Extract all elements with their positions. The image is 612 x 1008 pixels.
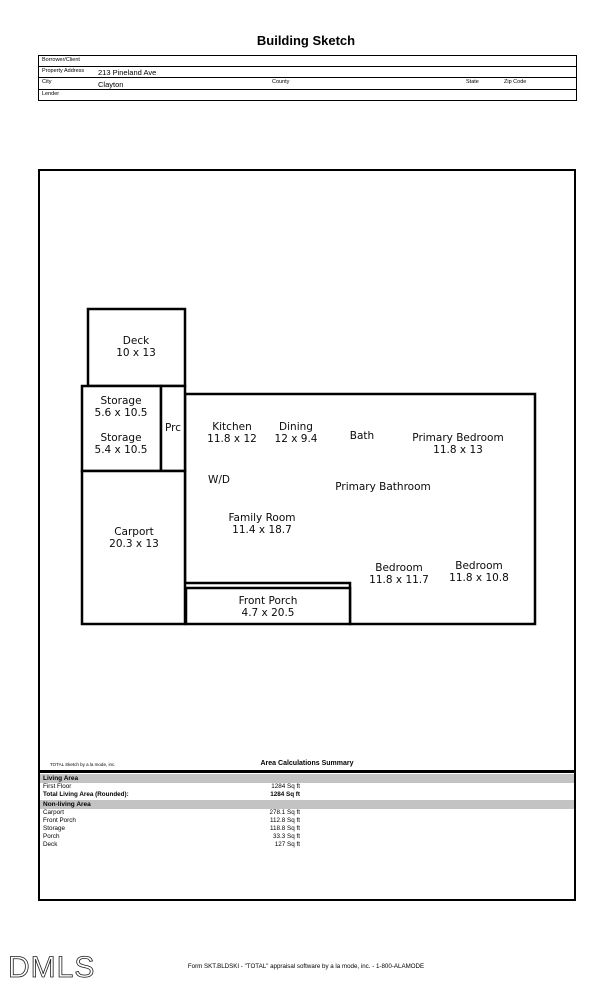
storage-area-value: 118.8 Sq ft bbox=[270, 825, 300, 832]
deck-dims: 10 x 13 bbox=[116, 347, 156, 359]
storage-lower-label bbox=[95, 432, 148, 456]
bedroom-left-label bbox=[369, 562, 429, 586]
storage-upper-name: Storage bbox=[100, 395, 142, 407]
carport-area-value: 278.1 Sq ft bbox=[269, 809, 300, 816]
deck-name: Deck bbox=[122, 335, 150, 347]
front-porch-name: Front Porch bbox=[238, 595, 298, 607]
lender-row bbox=[39, 90, 576, 100]
primary-bathroom-name: Primary Bathroom bbox=[335, 481, 431, 493]
area-calculations-summary bbox=[40, 758, 574, 849]
bedroom-right-dims: 11.8 x 10.8 bbox=[449, 572, 509, 584]
washer-dryer-name: W/D bbox=[207, 474, 231, 486]
carport-area-label: Carport bbox=[43, 809, 64, 816]
storage-upper-dims: 5.6 x 10.5 bbox=[94, 407, 148, 419]
city-label: City bbox=[42, 79, 52, 85]
primary-bedroom-dims: 11.8 x 13 bbox=[433, 444, 483, 456]
property-address-value: 213 Pineland Ave bbox=[98, 68, 157, 77]
storage-lower-dims: 5.4 x 10.5 bbox=[94, 444, 148, 456]
family-room-dims: 11.4 x 18.7 bbox=[232, 524, 292, 536]
front-porch-label bbox=[239, 595, 298, 619]
front-porch-dims: 4.7 x 20.5 bbox=[241, 607, 295, 619]
city-value: Clayton bbox=[98, 80, 124, 89]
porch-area-value: 33.3 Sq ft bbox=[273, 833, 300, 840]
total-living-label: Total Living Area (Rounded): bbox=[43, 791, 129, 798]
carport-name: Carport bbox=[114, 526, 154, 538]
kitchen-dims: 11.8 x 12 bbox=[207, 433, 257, 445]
dmls-logo-text: DMLS bbox=[8, 951, 96, 984]
dining-name: Dining bbox=[279, 421, 313, 433]
carport-label bbox=[109, 526, 159, 550]
kitchen-name: Kitchen bbox=[212, 421, 252, 433]
prc-label bbox=[165, 422, 181, 434]
summary-header bbox=[40, 758, 574, 770]
total-sketch-branding: TOTAL Sketch by a la mode, inc. bbox=[50, 762, 116, 767]
first-floor-value: 1284 Sq ft bbox=[271, 783, 300, 790]
carport-dims: 20.3 x 13 bbox=[109, 538, 159, 550]
deck-area-label: Deck bbox=[43, 841, 58, 848]
property-address-row bbox=[39, 67, 576, 78]
summary-title: Area Calculations Summary bbox=[260, 760, 354, 767]
deck-label bbox=[116, 335, 156, 359]
bath-label bbox=[350, 430, 374, 442]
property-address-label: Property Address bbox=[42, 68, 85, 74]
total-living-value: 1284 Sq ft bbox=[270, 791, 300, 798]
living-area-header: Living Area bbox=[40, 774, 574, 783]
bedroom-right-label bbox=[449, 560, 509, 584]
borrower-label: Borrower/Client bbox=[42, 57, 80, 63]
summary-row-first-floor bbox=[40, 783, 574, 791]
storage-upper-label bbox=[95, 395, 148, 419]
storage-area-label: Storage bbox=[43, 825, 66, 832]
prc-name: Prc bbox=[164, 422, 182, 434]
first-floor-label: First Floor bbox=[43, 783, 72, 790]
nonliving-area-header: Non-living Area bbox=[40, 800, 574, 809]
bedroom-right-name: Bedroom bbox=[455, 560, 503, 572]
washer-dryer-label bbox=[208, 474, 230, 486]
summary-row-storage bbox=[40, 825, 574, 833]
summary-divider bbox=[40, 770, 574, 773]
bedroom-left-name: Bedroom bbox=[375, 562, 423, 574]
family-room-label bbox=[228, 512, 295, 536]
primary-bathroom-label bbox=[335, 481, 430, 493]
city-row bbox=[39, 78, 576, 90]
family-room-name: Family Room bbox=[228, 512, 296, 524]
summary-row-carport bbox=[40, 809, 574, 817]
sketch-area bbox=[38, 169, 576, 901]
property-info-table bbox=[38, 55, 577, 101]
deck-area-value: 127 Sq ft bbox=[274, 841, 300, 848]
lender-label: Lender bbox=[42, 91, 60, 97]
summary-row-total-living bbox=[40, 791, 574, 799]
borrower-row bbox=[39, 56, 576, 67]
storage-lower-name: Storage bbox=[100, 432, 142, 444]
page-title: Building Sketch bbox=[256, 33, 356, 48]
porch-area-label: Porch bbox=[43, 833, 60, 840]
front-porch-area-label: Front Porch bbox=[43, 817, 76, 824]
summary-row-front-porch bbox=[40, 817, 574, 825]
primary-bedroom-label bbox=[412, 432, 503, 456]
state-label: State bbox=[466, 79, 479, 85]
dining-label bbox=[275, 421, 318, 445]
front-porch-area-value: 112.8 Sq ft bbox=[270, 817, 300, 824]
summary-row-deck bbox=[40, 841, 574, 849]
form-footer-text: Form SKT.BLDSKI - "TOTAL" appraisal software by a la mode, inc. - 1-800-ALAMODE bbox=[187, 963, 425, 970]
county-label: County bbox=[272, 79, 290, 85]
bedroom-left-dims: 11.8 x 11.7 bbox=[369, 574, 429, 586]
primary-bedroom-name: Primary Bedroom bbox=[412, 432, 504, 444]
dining-dims: 12 x 9.4 bbox=[274, 433, 318, 445]
bath-name: Bath bbox=[349, 430, 375, 442]
zip-code-label: Zip Code bbox=[504, 79, 527, 85]
kitchen-label bbox=[207, 421, 257, 445]
summary-row-porch bbox=[40, 833, 574, 841]
